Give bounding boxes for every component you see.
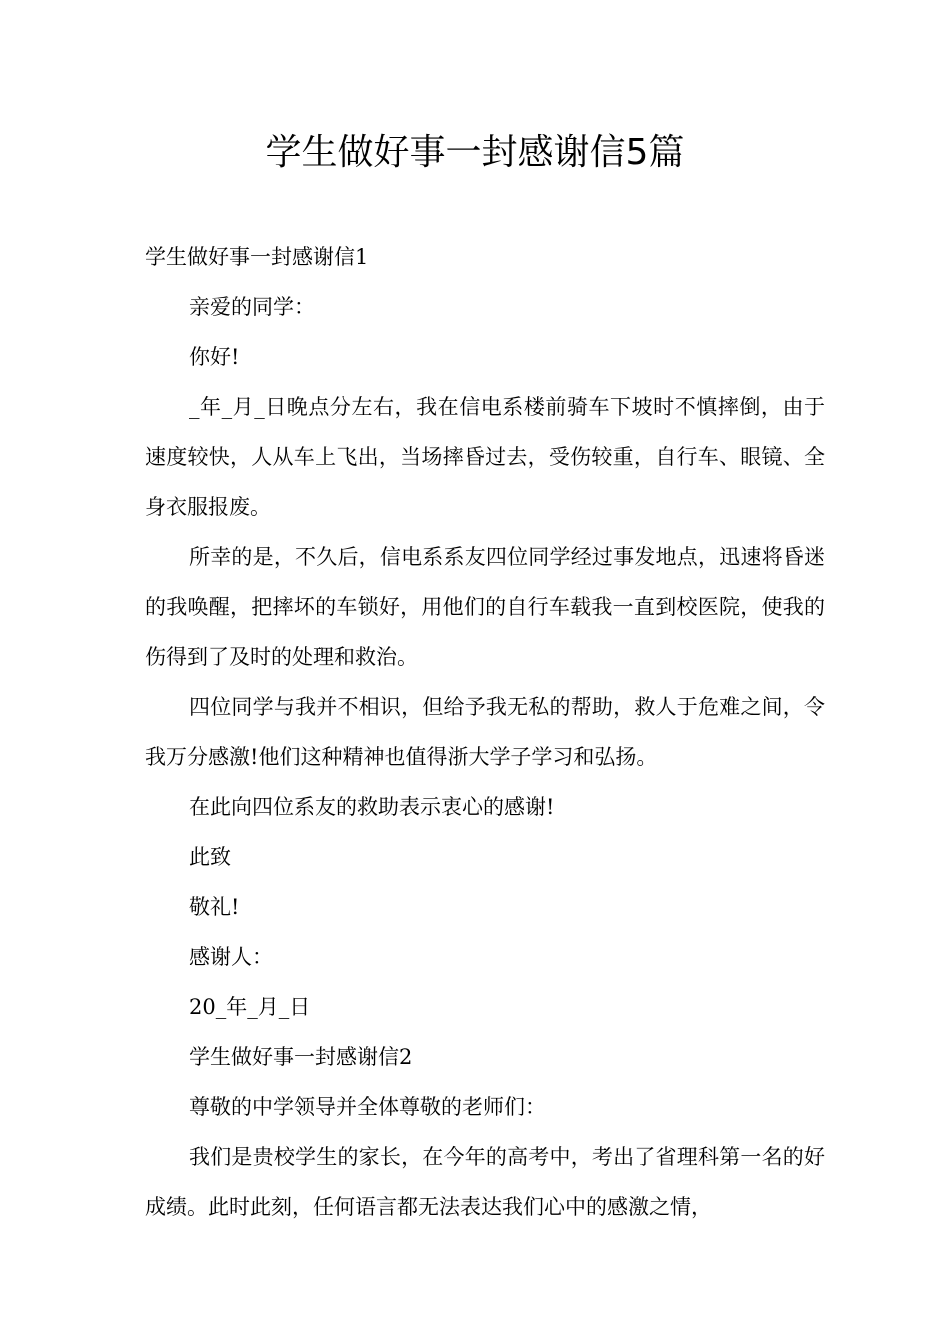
document-title: 学生做好事一封感谢信5篇 — [265, 132, 685, 173]
body-paragraph: 我们是贵校学生的家长，在今年的高考中，考出了省理科第一名的好成绩。此时此刻，任何语言都无法表达我们心中的感激之情， — [145, 1145, 825, 1219]
section-heading-1: 学生做好事一封感谢信1 — [145, 245, 369, 269]
body-paragraph: 在此向四位系友的救助表示衷心的感谢! — [189, 795, 555, 819]
signature-label: 感谢人： — [189, 945, 273, 969]
salutation: 尊敬的中学领导并全体尊敬的老师们： — [189, 1095, 546, 1119]
greeting: 你好! — [189, 345, 240, 369]
body-paragraph: 四位同学与我并不相识，但给予我无私的帮助，救人于危难之间，令我万分感激!他们这种精神也值得浙大学子学习和弘扬。 — [145, 695, 825, 769]
salutation: 亲爱的同学： — [189, 295, 315, 319]
closing-line: 此致 — [189, 845, 231, 869]
document-body — [145, 232, 825, 1232]
body-paragraph: _年_月_日晚点分左右，我在信电系楼前骑车下坡时不慎摔倒，由于速度较快，人从车上飞出，当场摔昏过去，受伤较重，自行车、眼镜、全身衣服报废。 — [145, 395, 825, 519]
date-line: 20_年_月_日 — [189, 995, 311, 1019]
body-paragraph: 所幸的是，不久后，信电系系友四位同学经过事发地点，迅速将昏迷的我唤醒，把摔坏的车锁好，用他们的自行车载我一直到校医院，使我的伤得到了及时的处理和救治。 — [145, 545, 825, 669]
closing-regards: 敬礼! — [189, 895, 240, 919]
section-heading-2: 学生做好事一封感谢信2 — [189, 1045, 413, 1069]
